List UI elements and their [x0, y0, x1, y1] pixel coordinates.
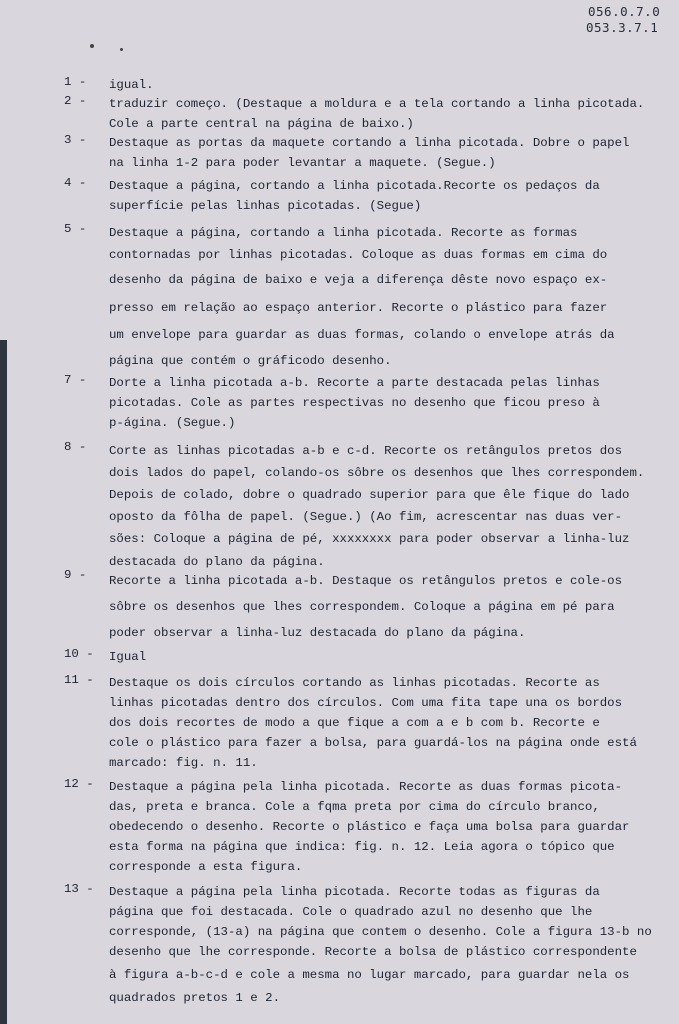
item-text [109, 176, 677, 216]
item-text [109, 568, 677, 646]
item-text [109, 75, 677, 95]
item-text [109, 133, 677, 173]
item-number: 10 - [64, 647, 94, 661]
text-line: presso em relação ao espaço anterior. Recorte o plástico para fazer [109, 301, 608, 315]
text-line: dos dois recortes de modo a que fique a com a e b com b. Recorte e [109, 716, 600, 730]
text-line: sôbre os desenhos que lhes correspondem. Coloque a página em pé para [109, 600, 615, 614]
text-line: oposto da fôlha de papel. (Segue.) (Ao fim, acrescentar nas duas ver- [109, 510, 623, 524]
item-text [109, 94, 677, 134]
item-text [109, 373, 677, 433]
text-line: traduzir começo. (Destaque a moldura e a tela cortando a linha picotada. [109, 97, 645, 111]
punch-mark [120, 48, 123, 51]
text-line: picotadas. Cole as partes respectivas no desenho que ficou preso à [109, 396, 600, 410]
text-line: esta forma na página que indica: fig. n. 12. Leia agora o tópico que [109, 840, 615, 854]
item-text [109, 882, 677, 1008]
text-line: das, preta e branca. Cole a fqma preta por cima do círculo branco, [109, 800, 600, 814]
item-number: 9 - [64, 568, 87, 582]
text-line: dois lados do papel, colando-os sôbre os desenhos que lhes correspondem. [109, 466, 645, 480]
text-line: um envelope para guardar as duas formas, colando o envelope atrás da [109, 328, 615, 342]
item-number: 3 - [64, 133, 87, 147]
text-line: p-ágina. (Segue.) [109, 416, 236, 430]
item-number: 12 - [64, 777, 94, 791]
text-line: Recorte a linha picotada a-b. Destaque os retângulos pretos e cole-os [109, 574, 623, 588]
text-line: quadrados pretos 1 e 2. [109, 991, 281, 1005]
text-line: igual. [109, 78, 154, 92]
text-line: marcado: fig. n. 11. [109, 756, 258, 770]
text-line: Destaque a página, cortando a linha picotada. Recorte as formas [109, 226, 578, 240]
text-line: Destaque as portas da maquete cortando a linha picotada. Dobre o papel [109, 136, 630, 150]
text-line: página que foi destacada. Cole o quadrado azul no desenho que lhe [109, 905, 593, 919]
item-number: 4 - [64, 176, 87, 190]
text-line: linhas picotadas dentro dos círculos. Com uma fita tape una os bordos [109, 696, 623, 710]
item-number: 13 - [64, 882, 94, 896]
scan-background-edge [0, 340, 7, 1024]
text-line: poder observar a linha-luz destacada do plano da página. [109, 626, 526, 640]
text-line: cole o plástico para fazer a bolsa, para guardá-los na página onde está [109, 736, 637, 750]
text-line: superfície pelas linhas picotadas. (Segue) [109, 199, 422, 213]
item-text [109, 777, 677, 877]
text-line: Destaque os dois círculos cortando as linhas picotadas. Recorte as [109, 676, 600, 690]
text-line: destacada do plano da página. [109, 555, 325, 569]
text-line: Destaque a página pela linha picotada. Recorte todas as figuras da [109, 885, 600, 899]
text-line: sões: Coloque a página de pé, xxxxxxxx para poder observar a linha-luz [109, 532, 630, 546]
item-text [109, 440, 677, 573]
text-line: Corte as linhas picotadas a-b e c-d. Recorte os retângulos pretos dos [109, 444, 623, 458]
text-line: contornadas por linhas picotadas. Coloque as duas formas em cima do [109, 248, 608, 262]
text-line: página que contém o gráficodo desenho. [109, 354, 392, 368]
text-line: Igual [109, 650, 147, 664]
text-line: na linha 1-2 para poder levantar a maquete. (Segue.) [109, 156, 496, 170]
text-line: Destaque a página pela linha picotada. Recorte as duas formas picota- [109, 780, 623, 794]
item-number: 11 - [64, 673, 94, 687]
item-text [109, 647, 677, 667]
item-number: 5 - [64, 222, 87, 236]
archive-ref-line2: 053.3.7.1 [586, 20, 659, 35]
item-number: 7 - [64, 373, 87, 387]
item-number: 2 - [64, 94, 87, 108]
text-line: Cole a parte central na página de baixo.) [109, 117, 414, 131]
punch-mark [90, 44, 94, 48]
text-line: Destaque a página, cortando a linha picotada.Recorte os pedaços da [109, 179, 600, 193]
text-line: desenho da página de baixo e veja a diferença dêste novo espaço ex- [109, 273, 608, 287]
item-number: 1 - [64, 75, 87, 89]
text-line: desenho que lhe corresponde. Recorte a bolsa de plástico correspondente [109, 945, 637, 959]
text-line: Dorte a linha picotada a-b. Recorte a parte destacada pelas linhas [109, 376, 600, 390]
item-text [109, 222, 677, 374]
archive-ref-line1: 056.0.7.0 [588, 4, 661, 19]
text-line: Depois de colado, dobre o quadrado superior para que êle fique do lado [109, 488, 630, 502]
item-number: 8 - [64, 440, 87, 454]
text-line: corresponde, (13-a) na página que contem o desenho. Cole a figura 13-b no [109, 925, 652, 939]
text-line: corresponde a esta figura. [109, 860, 303, 874]
text-line: à figura a-b-c-d e cole a mesma no lugar marcado, para guardar nela os [109, 968, 630, 982]
text-line: obedecendo o desenho. Recorte o plástico e faça uma bolsa para guardar [109, 820, 630, 834]
item-text [109, 673, 677, 773]
